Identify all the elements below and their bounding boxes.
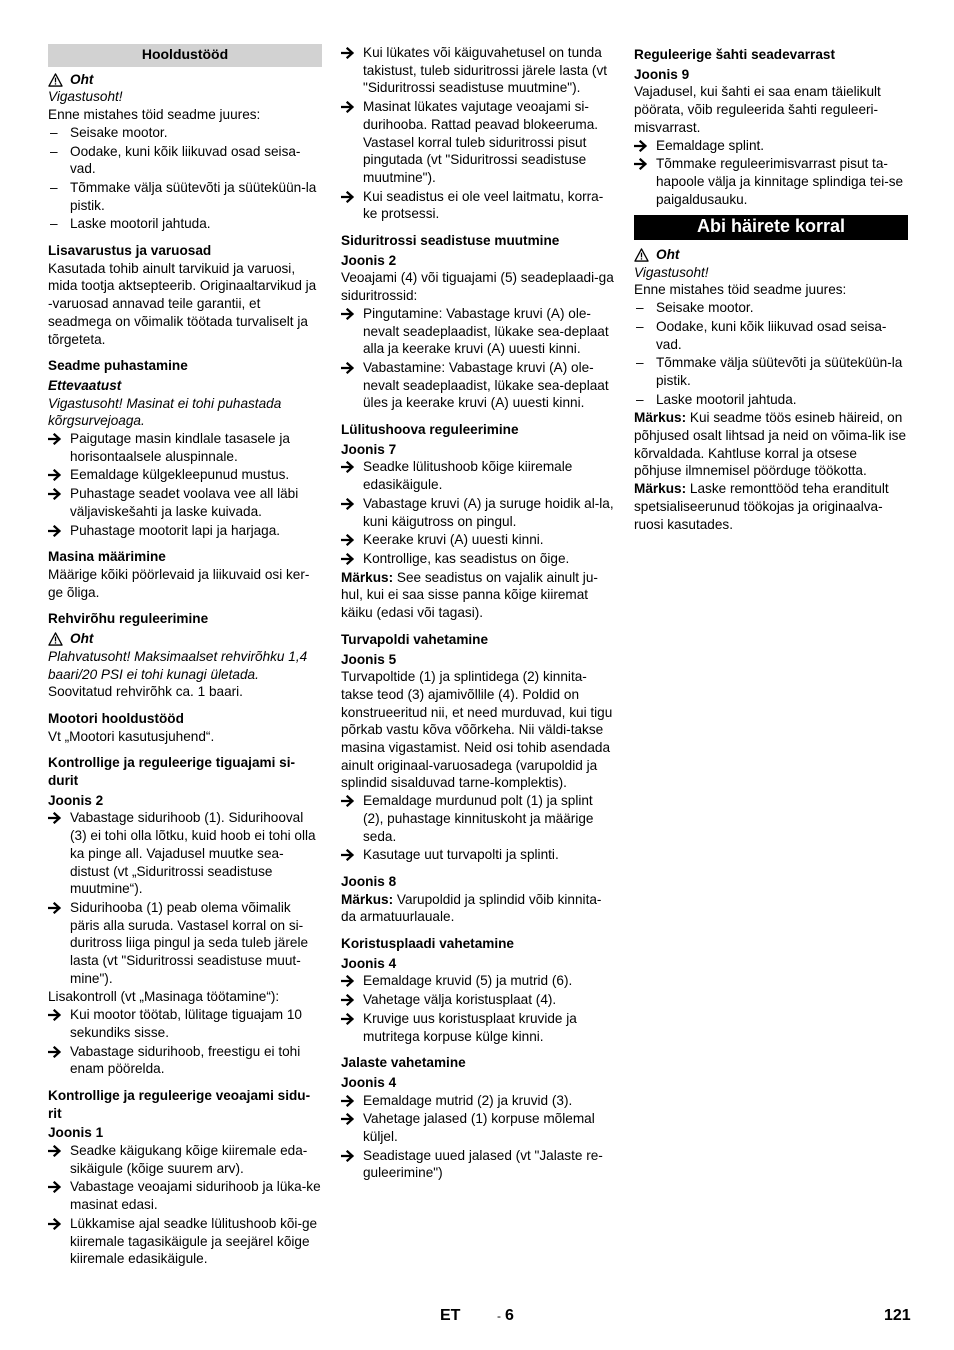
arrow-right-icon bbox=[48, 525, 61, 537]
page-footer bbox=[0, 1307, 954, 1327]
item-text: Laske mootoril jahtuda. bbox=[70, 216, 211, 232]
subheading: Joonis 2 bbox=[341, 252, 397, 268]
section-heading: Hooldustööd bbox=[48, 44, 322, 67]
paragraph: Enne mistahes töid seadme juures: bbox=[634, 282, 847, 298]
instruction-step bbox=[341, 305, 615, 358]
note-paragraph bbox=[341, 891, 615, 926]
subheading: Reguleerige šahti seadevarrast bbox=[634, 47, 835, 62]
warning-text: Vigastusoht! Masinat ei tohi puhastada kõrgsurvejoaga. bbox=[48, 395, 282, 429]
item-text: Masinat lükates vajutage veoajami si-durihooba. Rattad peavad blokeeruma. Vastasel korral tuleb siduritrossi pisut pingutada (vt "Siduritrossi seadistuse muutmine"). bbox=[363, 99, 599, 185]
dash-marker: – bbox=[50, 143, 58, 159]
subheading: Joonis 8 bbox=[341, 873, 397, 889]
instruction-step bbox=[48, 1215, 322, 1268]
item-text: Kruvige uus koristusplaat kruvide ja mutritega korpuse külge kinni. bbox=[363, 1010, 577, 1044]
arrow-right-icon bbox=[341, 994, 354, 1006]
instruction-step bbox=[341, 531, 615, 549]
item-text: Vahetage jalased (1) korpuse mõlemal küljel. bbox=[363, 1111, 595, 1145]
note-label: Märkus: bbox=[341, 891, 394, 907]
list-item bbox=[48, 124, 322, 142]
note-label: Märkus: bbox=[634, 410, 687, 426]
arrow-right-icon bbox=[341, 795, 354, 807]
subheading: Kontrollige ja reguleerige tiguajami si-durit bbox=[48, 755, 296, 789]
item-text: Kasutage uut turvapolti ja splinti. bbox=[363, 847, 559, 863]
danger-notice bbox=[48, 630, 322, 648]
arrow-right-icon bbox=[48, 433, 61, 445]
dash-marker: – bbox=[636, 300, 644, 316]
subheading: Joonis 1 bbox=[48, 1125, 104, 1141]
item-text: Vabastage sidurihoob, freestigu ei tohi enam pöörelda. bbox=[70, 1043, 301, 1077]
dash-marker: – bbox=[50, 124, 58, 140]
item-text: Pingutamine: Vabastage kruvi (A) ole-nevalt seadeplaadist, lükake sea-deplaat alla ja keerake kruvi (A) uuesti kinni. bbox=[363, 305, 609, 357]
item-text: Seadke lülitushoob kõige kiiremale edasikäigule. bbox=[363, 459, 573, 493]
instruction-step bbox=[341, 98, 615, 187]
subheading: Masina määrimine bbox=[48, 549, 166, 565]
list-item bbox=[634, 354, 908, 389]
instruction-step bbox=[48, 1043, 322, 1078]
item-text: Puhastage seadet voolava vee all läbi väljaviskešahti ja laske kuivada. bbox=[70, 486, 299, 519]
paragraph: Määrige kõiki pöörlevaid ja liikuvaid osi ker-ge õliga. bbox=[48, 566, 310, 600]
list-item bbox=[634, 318, 908, 353]
instruction-step bbox=[48, 522, 322, 540]
item-text: Seadistage uued jalased (vt "Jalaste re-guleerimine") bbox=[363, 1147, 603, 1181]
dash-marker: – bbox=[50, 179, 58, 195]
dash-marker: – bbox=[636, 391, 644, 407]
item-text: Vabastamine: Vabastage kruvi (A) ole-nevalt seadeplaadist, lükake sea-deplaat üles ja keerake kruvi (A) uuesti kinni. bbox=[363, 359, 609, 411]
footer-section-number: 6 bbox=[505, 1307, 514, 1324]
item-text: Eemaldage külgekleepunud mustus. bbox=[70, 467, 290, 483]
item-text: Kui seadistus ei ole veel laitmatu, korra-ke protsessi. bbox=[363, 188, 604, 222]
note-paragraph bbox=[634, 409, 908, 480]
item-text: Paigutage masin kindlale tasasele ja horisontaalsele aluspinnale. bbox=[70, 431, 290, 464]
instruction-step bbox=[341, 972, 615, 990]
instruction-step bbox=[341, 1110, 615, 1145]
item-text: Vabastage kruvi (A) ja suruge hoidik al-la, kuni käigutross on pingul. bbox=[363, 495, 614, 529]
subheading: Jalaste vahetamine bbox=[341, 1055, 466, 1071]
paragraph: Veoajami (4) või tiguajami (5) seadeplaadi-ga siduritrossid: bbox=[341, 270, 614, 304]
warning-triangle-icon bbox=[48, 73, 63, 87]
instruction-step bbox=[48, 899, 322, 988]
arrow-right-icon bbox=[48, 1181, 61, 1193]
paragraph: Lisakontroll (vt „Masinaga töötamine“): bbox=[48, 989, 280, 1005]
item-text: Laske mootoril jahtuda. bbox=[656, 391, 797, 407]
instruction-step bbox=[48, 466, 322, 484]
item-text: Vabastage veoajami sidurihoob ja lüka-ke masinat edasi. bbox=[70, 1179, 321, 1213]
note-label: Märkus: bbox=[341, 569, 394, 585]
arrow-right-icon bbox=[48, 488, 61, 500]
item-text: Keerake kruvi (A) uuesti kinni. bbox=[363, 532, 544, 548]
note-text: See seadistus on vajalik ainult ju-hul, kui ei saa sisse panna kõige kiiremat käiku (edasi või tagasi). bbox=[341, 569, 598, 621]
arrow-right-icon bbox=[341, 362, 354, 374]
danger-label: Oht bbox=[656, 247, 680, 263]
item-text: Seisake mootor. bbox=[656, 300, 754, 316]
arrow-right-icon bbox=[341, 849, 354, 861]
column-1 bbox=[48, 44, 322, 1269]
subheading: Joonis 4 bbox=[341, 1074, 397, 1090]
paragraph: Vt „Mootori kasutusjuhend“. bbox=[48, 728, 215, 744]
instruction-step bbox=[48, 430, 322, 465]
item-text: Tõmmake reguleerimisvarrast pisut ta-hapoole välja ja kinnitage splindiga tei-se paigaldusauku. bbox=[656, 156, 904, 207]
item-text: Kontrollige, kas seadistus on õige. bbox=[363, 550, 570, 566]
instruction-step bbox=[48, 809, 322, 898]
item-text: Sidurihooba (1) peab olema võimalik päris alla suruda. Vastasel korral on si-duritross liiga pingul ja seda tuleb järele lasta (vt "Siduritrossi seadistuse muut-mine"). bbox=[70, 899, 309, 986]
subheading: Mootori hooldustööd bbox=[48, 710, 184, 726]
subheading: Kontrollige ja reguleerige veoajami sidu-rit bbox=[48, 1087, 311, 1121]
arrow-right-icon bbox=[48, 1145, 61, 1157]
subheading: Siduritrossi seadistuse muutmine bbox=[341, 233, 560, 249]
arrow-right-icon bbox=[341, 1150, 354, 1162]
note-paragraph bbox=[634, 480, 908, 533]
footer-dash: - bbox=[497, 1309, 501, 1323]
warning-triangle-icon bbox=[48, 632, 63, 646]
item-text: Eemaldage kruvid (5) ja mutrid (6). bbox=[363, 973, 573, 989]
note-text: Varupoldid ja splindid võib kinnita-da armatuurlauale. bbox=[341, 891, 602, 925]
paragraph: Soovitatud rehvirõhk ca. 1 baari. bbox=[48, 684, 243, 700]
dash-marker: – bbox=[636, 318, 644, 334]
arrow-right-icon bbox=[48, 1218, 61, 1230]
warning-text: Plahvatusoht! Maksimaalset rehvirõhku 1,4 baari/20 PSI ei tohi kunagi ületada. bbox=[48, 648, 308, 682]
column-2 bbox=[341, 44, 615, 1183]
item-text: Eemaldage mutrid (2) ja kruvid (3). bbox=[363, 1092, 573, 1108]
paragraph: Enne mistahes töid seadme juures: bbox=[48, 107, 261, 123]
instruction-step bbox=[341, 1010, 615, 1045]
instruction-step bbox=[48, 1142, 322, 1177]
footer-language: ET bbox=[440, 1307, 461, 1324]
arrow-right-icon bbox=[341, 498, 354, 510]
arrow-right-icon bbox=[341, 47, 354, 59]
list-item bbox=[48, 215, 322, 233]
instruction-step bbox=[48, 1178, 322, 1213]
list-item bbox=[634, 299, 908, 317]
subheading: Lülitushoova reguleerimine bbox=[341, 422, 519, 438]
dash-marker: – bbox=[50, 216, 58, 232]
subheading: Lisavarustus ja varuosad bbox=[48, 243, 212, 259]
note-paragraph bbox=[341, 569, 615, 622]
item-text: Seisake mootor. bbox=[70, 124, 168, 140]
item-text: Oodake, kuni kõik liikuvad osad seisa-vad. bbox=[656, 318, 887, 352]
item-text: Vahetage välja koristusplaat (4). bbox=[363, 992, 557, 1008]
instruction-step bbox=[341, 359, 615, 412]
instruction-step bbox=[341, 458, 615, 493]
instruction-step bbox=[634, 137, 908, 155]
paragraph: Vajadusel, kui šahti ei saa enam täielikult pöörata, võib reguleerida šahti reguleeri-misvarrast. bbox=[634, 84, 881, 135]
subheading: Joonis 9 bbox=[634, 66, 690, 82]
arrow-right-icon bbox=[341, 101, 354, 113]
instruction-step bbox=[341, 846, 615, 864]
warning-text: Vigastusoht! bbox=[48, 89, 123, 105]
danger-notice bbox=[634, 246, 908, 264]
instruction-step bbox=[634, 155, 908, 208]
subheading: Joonis 4 bbox=[341, 955, 397, 971]
subheading: Seadme puhastamine bbox=[48, 358, 188, 374]
paragraph: Turvapoltide (1) ja splintidega (2) kinnita-takse teod (3) ajamivõllile (4). Poldid on konstrueeritud nii, et need murduvad, kui tigu põrkab vastu kõva võõrkeha. Nii väldi-takse masina vigastamist. Neid osi tohib asendada ainult originaal-varuosadega (varupoldid ja splindid sisalduvad tarne-komplektis). bbox=[341, 669, 613, 791]
arrow-right-icon bbox=[341, 1095, 354, 1107]
note-label: Märkus: bbox=[634, 481, 687, 497]
item-text: Tõmmake välja süütevõti ja süüteküün-la pistik. bbox=[656, 355, 903, 388]
list-item bbox=[634, 391, 908, 409]
item-text: Eemaldage splint. bbox=[656, 137, 765, 153]
section-heading: Abi häirete korral bbox=[634, 215, 908, 240]
arrow-right-icon bbox=[48, 469, 61, 481]
list-item bbox=[48, 143, 322, 178]
arrow-right-icon bbox=[48, 812, 61, 824]
item-text: Vabastage sidurihoob (1). Sidurihooval (3) ei tohi olla lõtku, kuid hoob ei tohi olla ka pinge all. Vajadusel muutke sea-distust (vt „Siduritrossi seadistuse muutmine“). bbox=[70, 810, 316, 897]
footer-section-page bbox=[497, 1307, 514, 1325]
arrow-right-icon bbox=[634, 158, 647, 170]
arrow-right-icon bbox=[341, 1013, 354, 1025]
arrow-right-icon bbox=[48, 1046, 61, 1058]
subheading: Rehvirõhu reguleerimine bbox=[48, 611, 209, 627]
subheading: Joonis 2 bbox=[48, 792, 104, 808]
dash-marker: – bbox=[636, 355, 644, 371]
item-text: Oodake, kuni kõik liikuvad osad seisa-vad. bbox=[70, 143, 301, 177]
arrow-right-icon bbox=[341, 461, 354, 473]
arrow-right-icon bbox=[341, 1113, 354, 1125]
subheading: Joonis 7 bbox=[341, 441, 397, 457]
arrow-right-icon bbox=[48, 1009, 61, 1021]
warning-text: Vigastusoht! bbox=[634, 264, 709, 280]
footer-page-number: 121 bbox=[884, 1307, 911, 1324]
instruction-step bbox=[341, 44, 615, 97]
item-text: Lükkamise ajal seadke lülitushoob kõi-ge kiiremale tagasikäigule ja seejärel kõige kiiremale edasikäigule. bbox=[70, 1215, 318, 1267]
subheading: Koristusplaadi vahetamine bbox=[341, 936, 514, 952]
subheading: Turvapoldi vahetamine bbox=[341, 631, 489, 647]
warning-triangle-icon bbox=[634, 248, 649, 262]
instruction-step bbox=[341, 991, 615, 1009]
instruction-step bbox=[341, 188, 615, 223]
caution-label: Ettevaatust bbox=[48, 377, 122, 393]
note-text: Laske remonttööd teha eranditult spetsialiseerunud töökojas ja originaalva-ruosi kasutades. bbox=[634, 481, 889, 532]
item-text: Puhastage mootorit lapi ja harjaga. bbox=[70, 522, 281, 538]
instruction-step bbox=[341, 1092, 615, 1110]
list-item bbox=[48, 179, 322, 214]
danger-label: Oht bbox=[70, 71, 94, 87]
arrow-right-icon bbox=[341, 534, 354, 546]
item-text: Kui mootor töötab, lülitage tiguajam 10 sekundiks sisse. bbox=[70, 1007, 302, 1040]
paragraph: Kasutada tohib ainult tarvikuid ja varuosi, mida tootja aktsepteerib. Originaaltarvikud ja -varuosad annavad teile garantii, et seadmega on võimalik töötada turvaliselt ja tõrgeteta. bbox=[48, 260, 317, 347]
column-3 bbox=[634, 44, 908, 533]
instruction-step bbox=[341, 550, 615, 568]
danger-label: Oht bbox=[70, 631, 94, 647]
instruction-step bbox=[48, 485, 322, 520]
arrow-right-icon bbox=[341, 308, 354, 320]
instruction-step bbox=[341, 495, 615, 530]
arrow-right-icon bbox=[634, 140, 647, 152]
instruction-step bbox=[341, 1147, 615, 1182]
item-text: Tõmmake välja süütevõti ja süüteküün-la pistik. bbox=[70, 179, 317, 213]
arrow-right-icon bbox=[341, 975, 354, 987]
item-text: Kui lükates või käiguvahetusel on tunda takistust, tuleb siduritrossi järele lasta (vt "Siduritrossi seadistuse muutmine"). bbox=[363, 45, 608, 96]
danger-notice bbox=[48, 71, 322, 89]
arrow-right-icon bbox=[341, 191, 354, 203]
item-text: Eemaldage murdunud polt (1) ja splint (2), puhastage kinnituskoht ja määrige seda. bbox=[363, 793, 594, 844]
arrow-right-icon bbox=[48, 902, 61, 914]
instruction-step bbox=[48, 1006, 322, 1041]
arrow-right-icon bbox=[341, 553, 354, 565]
item-text: Seadke käigukang kõige kiiremale eda-sikäigule (kõige suurem arv). bbox=[70, 1143, 308, 1176]
instruction-step bbox=[341, 792, 615, 845]
subheading: Joonis 5 bbox=[341, 651, 397, 667]
note-text: Kui seadme töös esineb häireid, on põhjused osalt lihtsad ja neid on võima-lik ise kõrvaldada. Kahtluse korral ja otsese põhjuse ilmnemisel pöörduge töökotta. bbox=[634, 410, 907, 479]
